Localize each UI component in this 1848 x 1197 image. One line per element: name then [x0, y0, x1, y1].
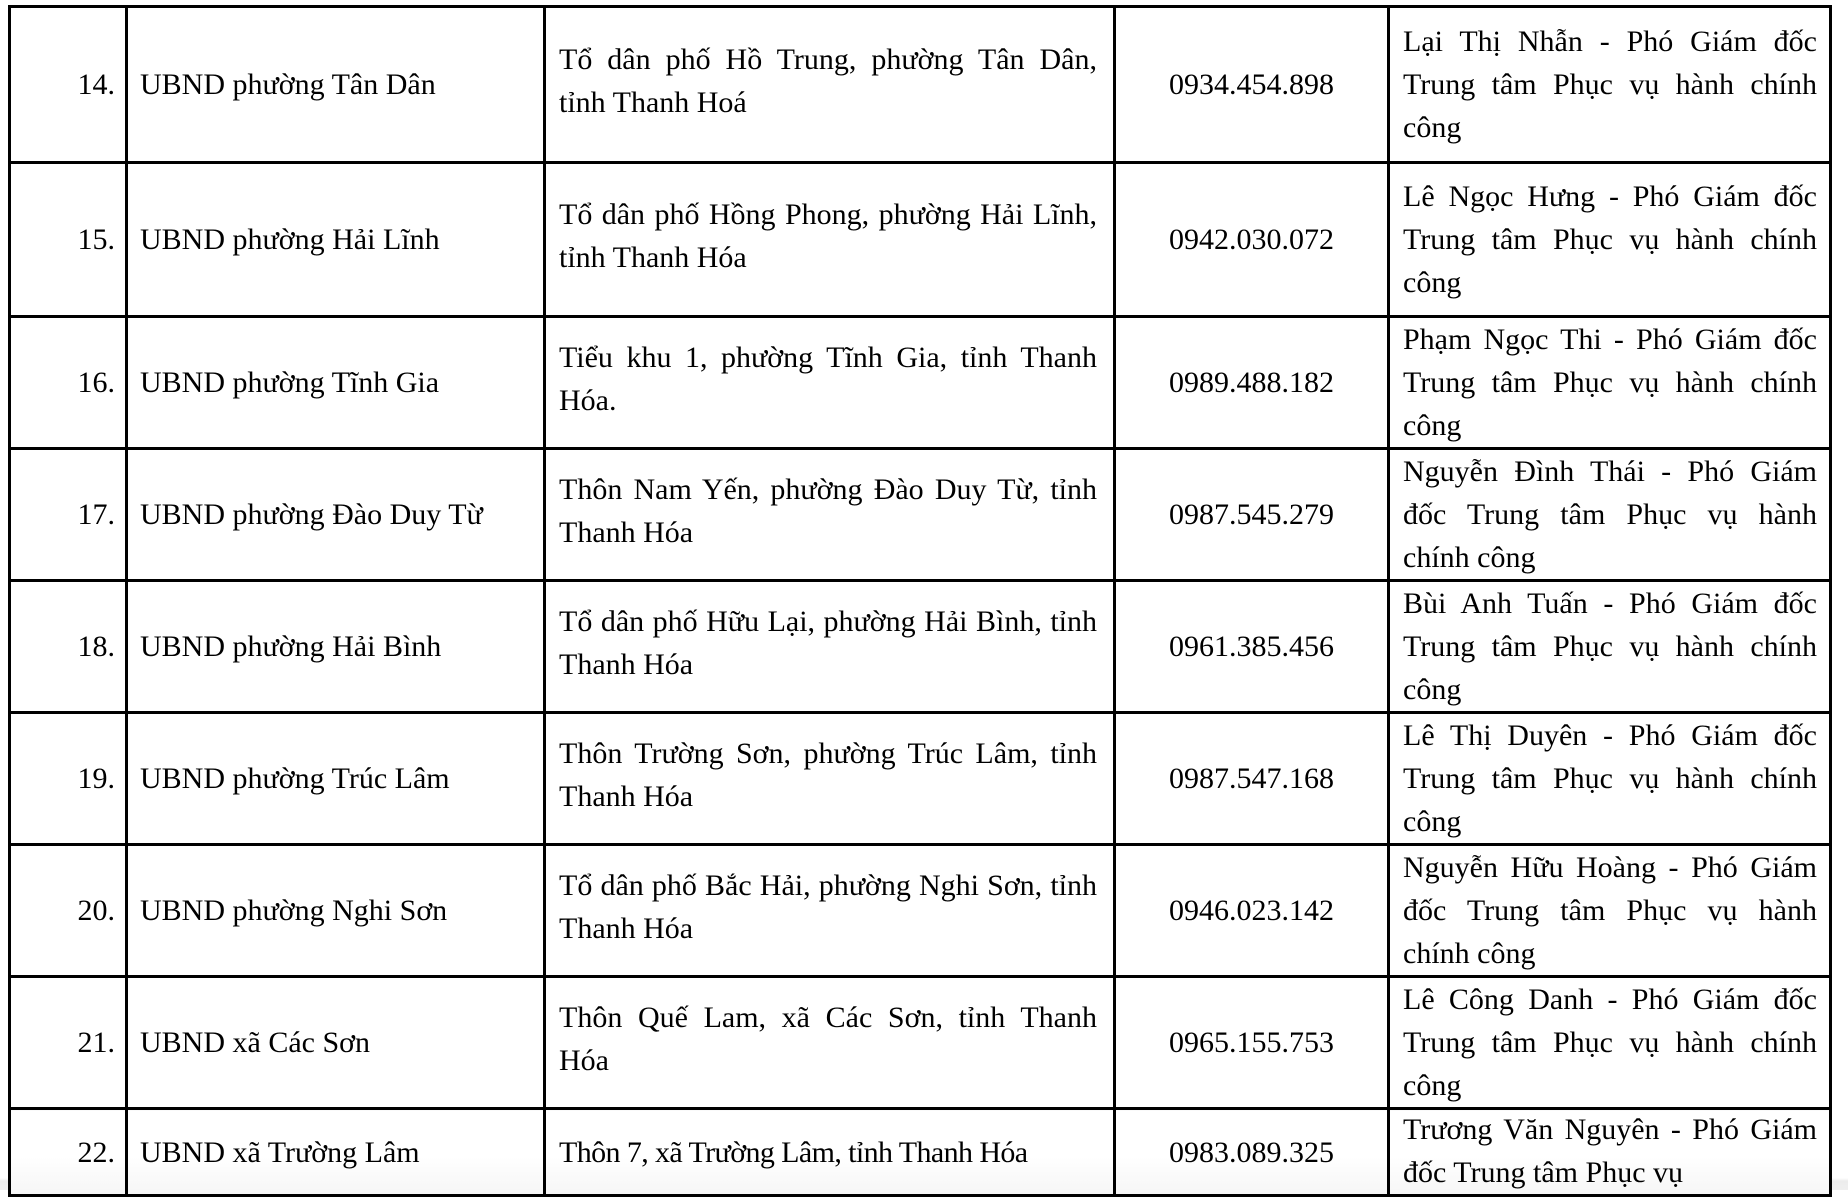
contact-person: Bùi Anh Tuấn - Phó Giám đốc Trung tâm Phục vụ hành chính công — [1403, 587, 1817, 706]
address-cell — [545, 449, 1115, 581]
row-number: 21. — [10, 977, 127, 1109]
contact-person-cell — [1389, 713, 1831, 845]
contact-table — [8, 5, 1832, 1197]
row-number: 18. — [10, 581, 127, 713]
unit-name: UBND phường Nghi Sơn — [127, 845, 545, 977]
contact-person-cell — [1389, 977, 1831, 1109]
unit-name: UBND xã Các Sơn — [127, 977, 545, 1109]
address-cell — [545, 977, 1115, 1109]
address-cell — [545, 581, 1115, 713]
unit-name: UBND phường Đào Duy Từ — [127, 449, 545, 581]
phone-number: 0983.089.325 — [1115, 1109, 1389, 1196]
address-cell — [545, 317, 1115, 449]
address-text: Tổ dân phố Hữu Lại, phường Hải Bình, tỉnh Thanh Hóa — [559, 604, 1097, 681]
row-number: 17. — [10, 449, 127, 581]
address-cell — [545, 163, 1115, 317]
contact-person-cell — [1389, 163, 1831, 317]
unit-name: UBND phường Tân Dân — [127, 7, 545, 163]
contact-person: Trương Văn Nguyên - Phó Giám đốc Trung tâm Phục vụ — [1403, 1113, 1817, 1189]
row-number: 20. — [10, 845, 127, 977]
address-text: Thôn 7, xã Trường Lâm, tỉnh Thanh Hóa — [559, 1135, 1028, 1169]
table-row — [10, 449, 1831, 581]
row-number: 22. — [10, 1109, 127, 1196]
unit-name: UBND phường Hải Lĩnh — [127, 163, 545, 317]
contact-person-cell — [1389, 449, 1831, 581]
contact-person-cell — [1389, 317, 1831, 449]
phone-number: 0987.547.168 — [1115, 713, 1389, 845]
row-number: 19. — [10, 713, 127, 845]
table-row — [10, 163, 1831, 317]
row-number: 14. — [10, 7, 127, 163]
contact-person-cell — [1389, 581, 1831, 713]
address-text: Tổ dân phố Hồng Phong, phường Hải Lĩnh, tỉnh Thanh Hóa — [559, 197, 1097, 274]
table-row — [10, 977, 1831, 1109]
address-text: Thôn Quế Lam, xã Các Sơn, tỉnh Thanh Hóa — [559, 1000, 1097, 1077]
contact-person: Lê Ngọc Hưng - Phó Giám đốc Trung tâm Phục vụ hành chính công — [1403, 180, 1817, 299]
unit-name: UBND phường Hải Bình — [127, 581, 545, 713]
contact-person: Nguyễn Đình Thái - Phó Giám đốc Trung tâm Phục vụ hành chính công — [1403, 455, 1817, 574]
table-row — [10, 581, 1831, 713]
address-cell — [545, 1109, 1115, 1196]
unit-name: UBND phường Trúc Lâm — [127, 713, 545, 845]
address-text: Thôn Trường Sơn, phường Trúc Lâm, tỉnh Thanh Hóa — [559, 736, 1097, 813]
phone-number: 0965.155.753 — [1115, 977, 1389, 1109]
row-number: 15. — [10, 163, 127, 317]
phone-number: 0946.023.142 — [1115, 845, 1389, 977]
row-number: 16. — [10, 317, 127, 449]
address-cell — [545, 845, 1115, 977]
contact-person-cell — [1389, 1109, 1831, 1196]
phone-number: 0934.454.898 — [1115, 7, 1389, 163]
address-text: Tiểu khu 1, phường Tĩnh Gia, tỉnh Thanh Hóa. — [559, 340, 1097, 417]
table-row — [10, 713, 1831, 845]
contact-person-cell — [1389, 845, 1831, 977]
contact-person: Phạm Ngọc Thi - Phó Giám đốc Trung tâm Phục vụ hành chính công — [1403, 323, 1817, 442]
phone-number: 0961.385.456 — [1115, 581, 1389, 713]
table-row — [10, 7, 1831, 163]
table-row — [10, 317, 1831, 449]
phone-number: 0989.488.182 — [1115, 317, 1389, 449]
phone-number: 0942.030.072 — [1115, 163, 1389, 317]
address-cell — [545, 713, 1115, 845]
table-row — [10, 845, 1831, 977]
contact-person: Lại Thị Nhẫn - Phó Giám đốc Trung tâm Phục vụ hành chính công — [1403, 25, 1817, 144]
address-cell — [545, 7, 1115, 163]
contact-person: Lê Thị Duyên - Phó Giám đốc Trung tâm Phục vụ hành chính công — [1403, 719, 1817, 838]
unit-name: UBND phường Tĩnh Gia — [127, 317, 545, 449]
address-text: Thôn Nam Yến, phường Đào Duy Từ, tỉnh Thanh Hóa — [559, 472, 1097, 549]
contact-person: Nguyễn Hữu Hoàng - Phó Giám đốc Trung tâm Phục vụ hành chính công — [1403, 851, 1817, 970]
phone-number: 0987.545.279 — [1115, 449, 1389, 581]
table-row — [10, 1109, 1831, 1196]
contact-person: Lê Công Danh - Phó Giám đốc Trung tâm Phục vụ hành chính công — [1403, 983, 1817, 1102]
unit-name: UBND xã Trường Lâm — [127, 1109, 545, 1196]
contact-person-cell — [1389, 7, 1831, 163]
address-text: Tổ dân phố Hồ Trung, phường Tân Dân, tỉnh Thanh Hoá — [559, 42, 1097, 119]
address-text: Tổ dân phố Bắc Hải, phường Nghi Sơn, tỉnh Thanh Hóa — [559, 868, 1097, 945]
